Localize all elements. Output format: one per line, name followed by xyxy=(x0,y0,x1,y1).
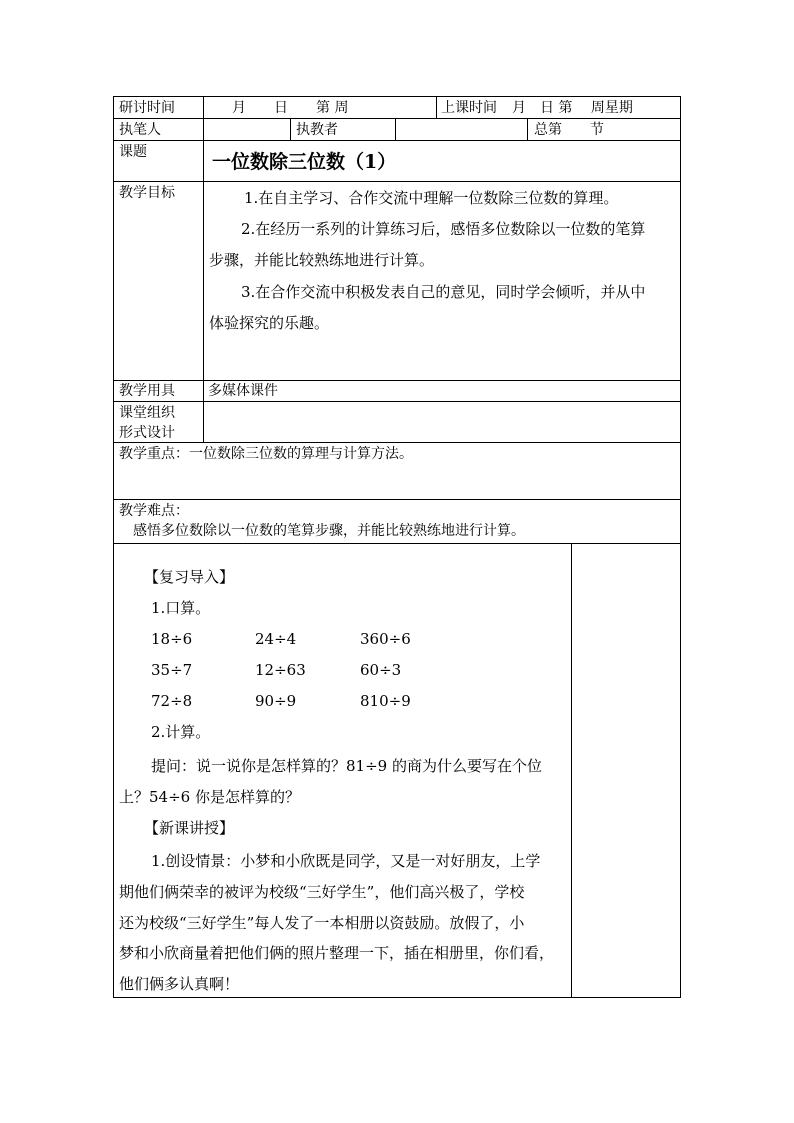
table-line xyxy=(113,997,681,998)
table-line xyxy=(113,118,681,119)
difficulty-text: 感悟多位数除以一位数的笔算步骤，并能比较熟练地进行计算。 xyxy=(133,523,525,539)
teacher-label: 执教者 xyxy=(296,122,338,138)
table-line xyxy=(113,499,681,500)
key-point: 教学重点：一位数除三位数的算理与计算方法。 xyxy=(119,446,413,462)
table-line xyxy=(113,442,681,443)
oral-label: 1.口算。 xyxy=(151,599,211,617)
research-time-label: 研讨时间 xyxy=(119,100,175,116)
organisation-label: 课堂组织 xyxy=(119,405,175,421)
oral-item: 12÷63 xyxy=(255,661,306,679)
scene-line: 期他们俩荣幸的被评为校级“三好学生”，他们高兴极了，学校 xyxy=(119,883,525,901)
tools-value: 多媒体课件 xyxy=(208,383,278,399)
oral-item: 810÷9 xyxy=(360,692,411,710)
table-line xyxy=(290,118,291,141)
scene-line: 梦和小欣商量着把他们俩的照片整理一下，插在相册里，你们看， xyxy=(119,944,555,962)
table-line xyxy=(113,96,681,97)
tools-label: 教学用具 xyxy=(119,383,175,399)
organisation-label: 形式设计 xyxy=(119,425,175,441)
question-line: 上？54÷6 你是怎样算的？ xyxy=(119,788,300,806)
table-line xyxy=(571,543,572,998)
objective-line: 1.在自主学习、合作交流中理解一位数除三位数的算理。 xyxy=(244,189,619,207)
table-line xyxy=(113,96,114,998)
table-line xyxy=(436,96,437,119)
table-line xyxy=(203,96,204,443)
oral-item: 90÷9 xyxy=(255,692,297,710)
topic-label: 课题 xyxy=(119,144,147,160)
table-line xyxy=(113,140,681,141)
oral-item: 60÷3 xyxy=(360,661,402,679)
oral-item: 18÷6 xyxy=(151,630,193,648)
class-time-label: 上课时间 xyxy=(441,100,497,116)
table-line xyxy=(527,118,528,141)
table-line xyxy=(680,96,681,998)
table-line xyxy=(113,181,681,182)
oral-item: 24÷4 xyxy=(255,630,297,648)
oral-item: 35÷7 xyxy=(151,661,193,679)
scene-line: 他们俩多认真啊！ xyxy=(119,975,240,993)
class-time-value: 月 日 第 周星期 xyxy=(512,100,633,116)
new-lesson-heading: 【新课讲授】 xyxy=(144,819,235,837)
oral-item: 72÷8 xyxy=(151,692,193,710)
objectives-label: 教学目标 xyxy=(119,185,175,201)
question-line: 提问：说一说你是怎样算的？81÷9 的商为什么要写在个位 xyxy=(151,757,542,775)
objective-line: 2.在经历一系列的计算练习后，感悟多位数除以一位数的笔算 xyxy=(241,220,646,238)
difficulty-label: 教学难点： xyxy=(119,503,189,519)
writer-label: 执笔人 xyxy=(119,122,161,138)
page-title: 一位数除三位数（1） xyxy=(212,151,397,173)
research-time-value: 月 日 第 周 xyxy=(232,100,349,116)
review-heading: 【复习导入】 xyxy=(144,568,235,586)
objective-line: 步骤，并能比较熟练地进行计算。 xyxy=(209,251,435,269)
scene-line: 还为校级“三好学生”每人发了一本相册以资鼓励。放假了，小 xyxy=(119,914,525,932)
oral-item: 360÷6 xyxy=(360,630,411,648)
table-line xyxy=(113,380,681,381)
objective-line: 3.在合作交流中积极发表自己的意见，同时学会倾听，并从中 xyxy=(241,283,646,301)
total-lesson-label: 总第 节 xyxy=(534,122,604,138)
calc-label: 2.计算。 xyxy=(151,723,211,741)
table-line xyxy=(113,401,681,402)
objective-line: 体验探究的乐趣。 xyxy=(209,314,330,332)
scene-line: 1.创设情景：小梦和小欣既是同学，又是一对好朋友，上学 xyxy=(151,852,541,870)
table-line xyxy=(395,118,396,141)
table-line xyxy=(113,543,681,544)
